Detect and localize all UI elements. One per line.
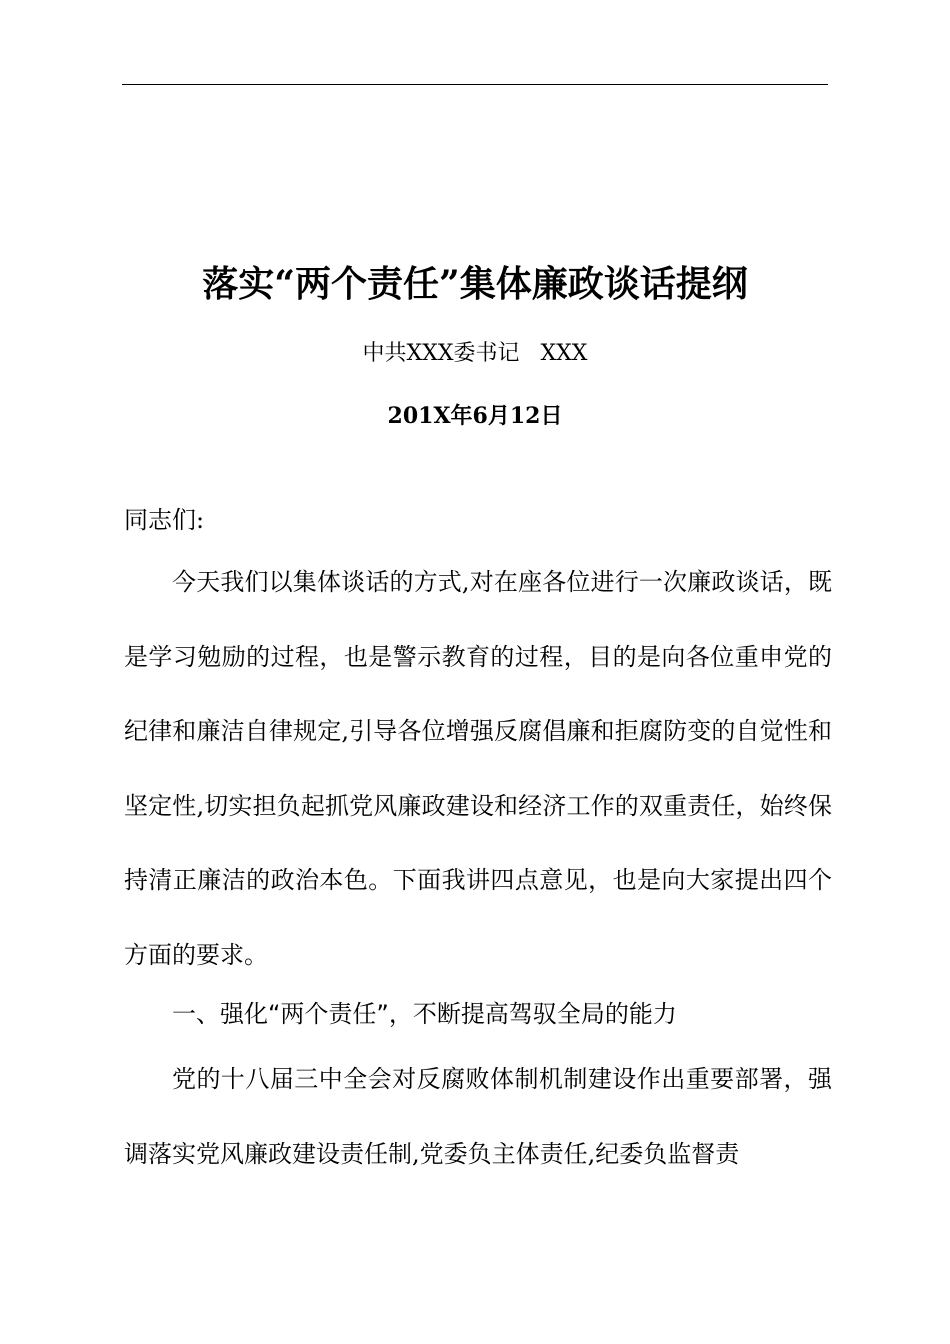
salutation: 同志们: — [124, 506, 205, 534]
header-rule — [122, 84, 828, 85]
document-title: 落实“两个责任”集体廉政谈话提纲 — [202, 263, 748, 305]
document-author: 中共XXX委书记 XXX — [362, 341, 588, 366]
section-heading: 一、强化“两个责任”，不断提高驾驭全局的能力 — [172, 1000, 677, 1028]
document-date: 201X年6月12日 — [387, 403, 563, 429]
paragraph-intro: 今天我们以集体谈话的方式,对在座各位进行一次廉政谈话，既是学习勉励的过程，也是警示教育的过程，目的是向各位重申党的纪律和廉洁自律规定,引导各位增强反腐倡廉和拒腐防变的自觉性和坚定性,切实担负起抓党风廉政建设和经济工作的双重责任，始终保持清正廉洁的政治本色。下面我讲四点意见，也是向大家提出四个方面的要求。 — [124, 568, 832, 969]
paragraph-section-1: 党的十八届三中全会对反腐败体制机制建设作出重要部署，强调落实党风廉政建设责任制,党委负主体责任,纪委负监督责 — [124, 1065, 832, 1168]
